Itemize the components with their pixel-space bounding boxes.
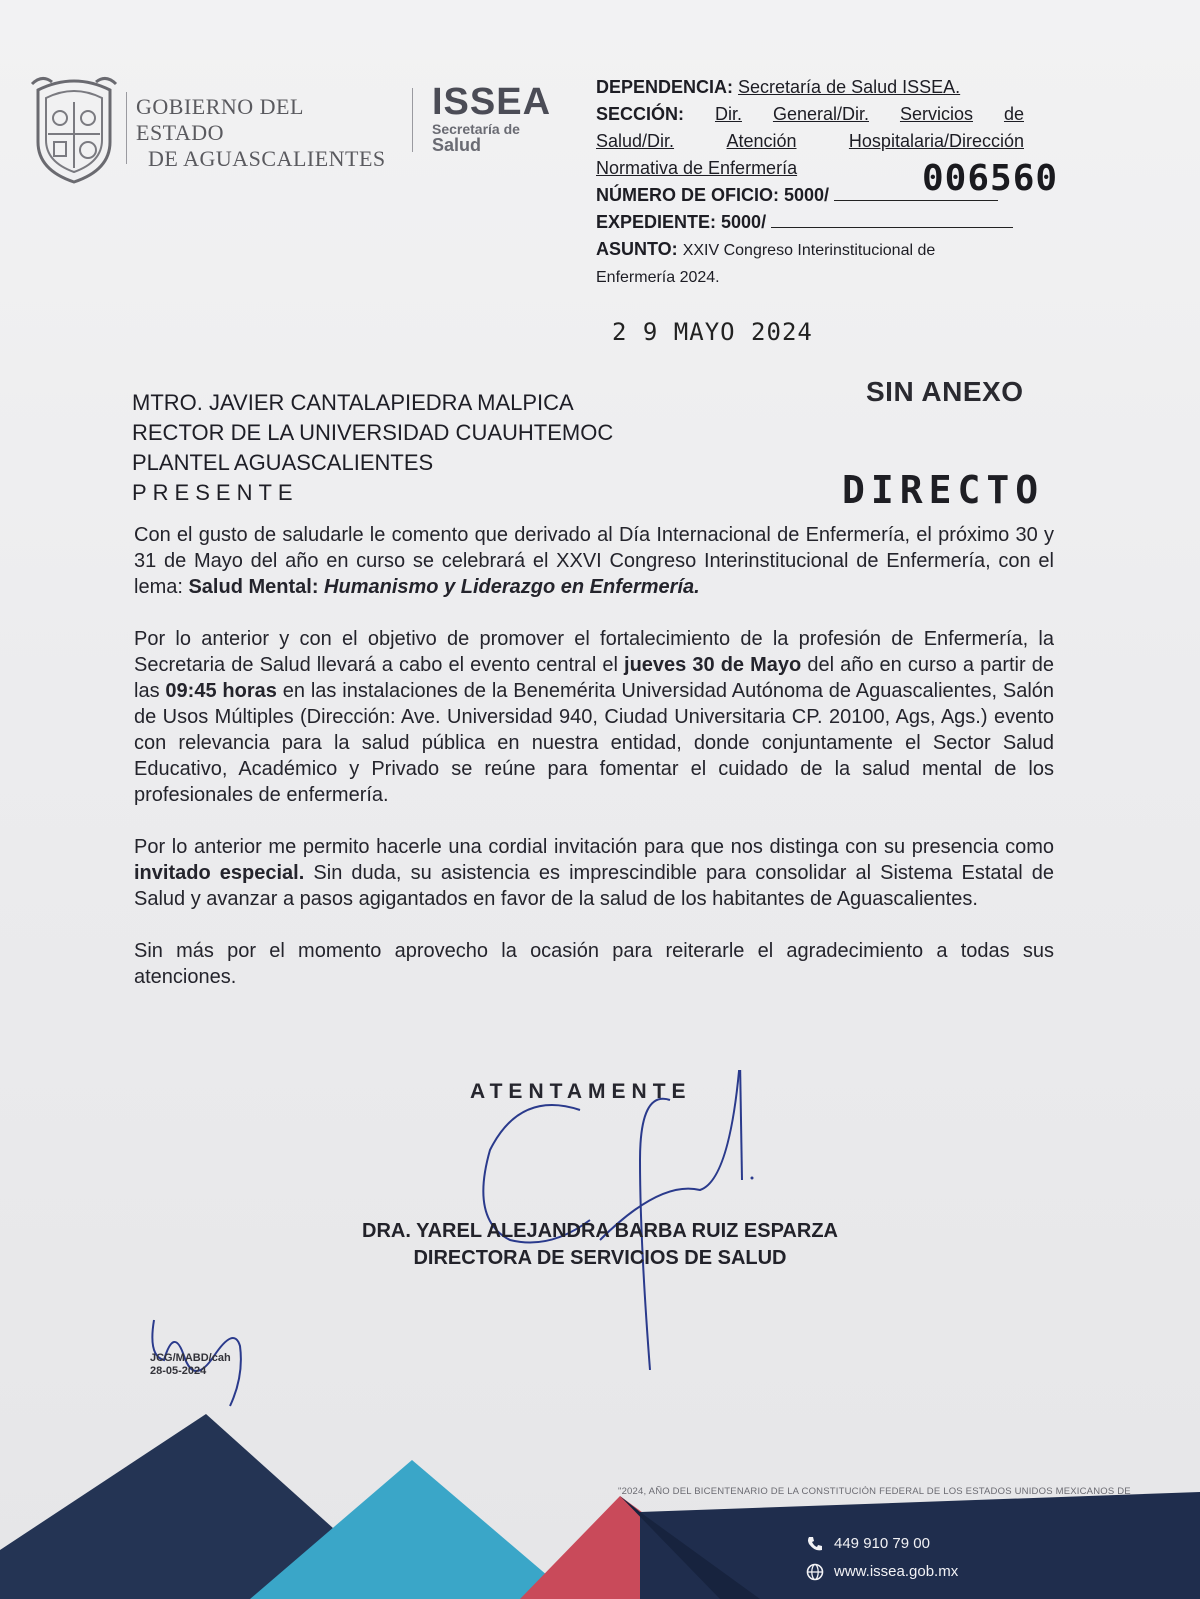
footer-contact: [806, 1530, 958, 1586]
date-stamp: 2 9 MAYO 2024: [612, 318, 813, 346]
logo-divider: [126, 92, 127, 164]
asunto-label: ASUNTO:: [596, 239, 678, 259]
seccion-value-1b: General/Dir.: [772, 104, 869, 124]
seccion-value-1a: Dir.: [714, 104, 742, 124]
asunto-value-1: XXIV Congreso Interinstitucional de: [682, 242, 936, 259]
dependencia-value: Secretaría de Salud ISSEA.: [738, 77, 961, 97]
p3-text-c: Sin duda, su asistencia es imprescindible para consolidar al Sistema Estatal de Salud y avanzar a pasos agigantados en favor de la salud de los habitantes de Aguascalientes.: [134, 862, 1055, 910]
closing-atentamente: ATENTAMENTE: [470, 1080, 692, 1103]
logo-divider: [412, 88, 413, 152]
globe-icon: [806, 1563, 824, 1581]
expediente-line: [771, 210, 1013, 228]
sin-anexo-stamp: SIN ANEXO: [866, 376, 1024, 407]
p2-text-a: Por lo anterior y con el objetivo de promover el fortalecimiento de la profesión de Enfermería, la Secretaria de Salud llevará a cabo el evento central el: [134, 628, 1054, 676]
phone-number: 449 910 79 00: [834, 1535, 930, 1552]
recipient-presente: PRESENTE: [132, 480, 299, 505]
paragraph-2: [134, 626, 1054, 808]
p1-bold: Salud Mental:: [188, 576, 325, 598]
p2-text-e: en las instalaciones de la Benemérita Universidad Autónoma de Aguascalientes, Salón de Usos Múltiples (Dirección: Ave. Universidad 940, Ciudad Universitaria CP. 20100, Ags, Ags.) evento con relevancia para la salud pública en nuestra entidad, donde conjuntamente el Sector Salud Educativo, Académico y Privado se reúne para fomentar el cuidado de la salud mental de los profesionales de enfermería.: [134, 680, 1055, 806]
p1-bold-italic: Humanismo y Liderazgo en Enfermería.: [324, 576, 700, 598]
seccion-value-2a: Salud/Dir.: [596, 131, 675, 151]
gov-line-2: DE AGUASCALIENTES: [148, 146, 386, 171]
state-coat-of-arms-icon: [28, 72, 120, 184]
paragraph-4: Sin más por el momento aprovecho la ocasión para reiterarle el agradecimiento a todas sus atenciones.: [134, 940, 1054, 988]
seccion-value-2b: Atención: [726, 131, 797, 151]
p3-text-a: Por lo anterior me permito hacerle una cordial invitación para que nos distinga con su presencia como: [134, 836, 1054, 858]
recipient-role: RECTOR DE LA UNIVERSIDAD CUAUHTEMOC: [132, 420, 614, 445]
oficio-label: NÚMERO DE OFICIO: 5000/: [596, 185, 830, 205]
recipient-name: MTRO. JAVIER CANTALAPIEDRA MALPICA: [132, 390, 574, 415]
bicentenario-legend: "2024, AÑO DEL BICENTENARIO DE LA CONSTITUCIÓN FEDERAL DE LOS ESTADOS UNIDOS MEXICANOS DE: [618, 1486, 1131, 1497]
issea-logo: [432, 82, 552, 154]
issea-sub1: Secretaría de: [432, 121, 520, 137]
p2-bold-date: jueves 30 de Mayo: [624, 654, 802, 676]
p3-bold: invitado especial.: [134, 862, 305, 884]
dependencia-label: DEPENDENCIA:: [596, 77, 734, 97]
footer-decoration: [0, 1400, 1200, 1599]
issea-title: ISSEA: [432, 81, 552, 123]
seccion-value-1c: Servicios: [899, 104, 973, 124]
asunto-value-2: Enfermería 2024.: [596, 269, 720, 286]
p2-bold-time: 09:45 horas: [165, 680, 277, 702]
issea-sub2: Salud: [432, 135, 482, 155]
paragraph-3: [134, 834, 1054, 912]
initials-line-1: JCG/MABD/cah: [150, 1352, 231, 1364]
signer-block: [300, 1218, 900, 1272]
seccion-value-2c: Hospitalaria/Dirección: [848, 131, 1024, 151]
seccion-value-3: Normativa de Enfermería: [596, 158, 798, 178]
p2-text-c: del año en curso a partir de las: [134, 654, 1054, 702]
reference-initials: [150, 1352, 231, 1378]
expediente-label: EXPEDIENTE: 5000/: [596, 212, 767, 232]
signer-role: DIRECTORA DE SERVICIOS DE SALUD: [413, 1247, 787, 1269]
paragraph-1: [134, 522, 1054, 600]
phone-icon: [806, 1535, 824, 1553]
initials-line-2: 28-05-2024: [150, 1365, 207, 1377]
state-government-logo: [136, 94, 396, 172]
letter-body: [134, 522, 1054, 1016]
oficio-number-stamp: 006560: [922, 158, 1059, 199]
directo-stamp: DIRECTO: [842, 468, 1045, 512]
gov-line-1: GOBIERNO DEL ESTADO: [136, 94, 304, 145]
signer-name: DRA. YAREL ALEJANDRA BARBA RUIZ ESPARZA: [362, 1220, 838, 1242]
seccion-label: SECCIÓN:: [596, 104, 685, 124]
recipient-campus: PLANTEL AGUASCALIENTES: [132, 450, 434, 475]
p1-text: Con el gusto de saludarle le comento que derivado al Día Internacional de Enfermería, el próximo 30 y 31 de Mayo del año en curso se celebrará el XXVI Congreso Interinstitucional de Enfermería, con el lema:: [134, 524, 1054, 598]
website-link[interactable]: www.issea.gob.mx: [834, 1563, 959, 1580]
seccion-value-1d: de: [1003, 104, 1024, 124]
recipient-block: [132, 388, 613, 508]
